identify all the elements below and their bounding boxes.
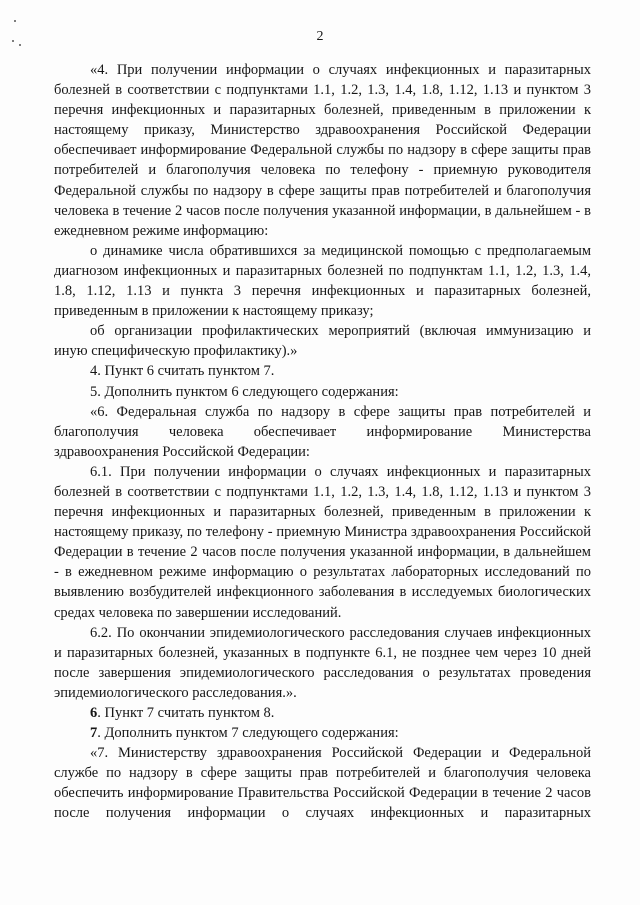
page-number: 2	[316, 29, 324, 44]
list-number: 6	[90, 705, 98, 721]
paragraph-text: . Дополнить пунктом 7 следующего содержания:	[97, 725, 399, 742]
paragraph-prophylaxis: об организации профилактических мероприятий (включая иммунизацию и иную специфическую профилактику).»	[54, 323, 591, 360]
paragraph-text: . Пункт 7 считать пунктом 8.	[97, 705, 275, 721]
paragraph-dynamics: о динамике числа обратившихся за медицинской помощью с предполагаемым диагнозом инфекционных и паразитарных болезней по подпунктам 1.1, 1.2, 1.3, 1.4, 1.8, 1.12, 1.13 и пункта 3 перечня инфекционных и паразитарных болезней, приведенным в приложении к настоящему приказу;	[54, 242, 591, 320]
paragraph-renumber-6-7: 4. Пункт 6 считать пунктом 7.	[90, 363, 275, 380]
paragraph-renumber-7-8	[54, 703, 591, 723]
paragraph-add-6: 5. Дополнить пунктом 6 следующего содержания:	[90, 383, 399, 400]
paragraph-item-6-2: 6.2. По окончании эпидемиологического расследования случаев инфекционных и паразитарных болезней, указанных в подпункте 6.1, не позднее чем через 10 дней после завершения эпидемиологического расследования о результатах проведения эпидемиологического расследования.».	[54, 624, 591, 701]
paragraph-item-6-1: 6.1. При получении информации о случаях инфекционных и паразитарных болезней в соответствии с подпунктами 1.1, 1.2, 1.3, 1.4, 1.8, 1.12, 1.13 и пунктом 3 перечня инфекционных и паразитарных болезней, приведенным в приложении к настоящему приказу, по телефону - приемную Министра здравоохранения Российской Федерации в течение 2 часов после получения указанной информации, в дальнейшем - в ежедневном режиме информацию о результатах лабораторных исследований по выявлению возбудителей инфекционного заболевания в исследуемых биологических средах человека по завершении исследований.	[54, 463, 591, 621]
paragraph-item-7: «7. Министерству здравоохранения Российской Федерации и Федеральной службе по надзору в сфере защиты прав потребителей и благополучия человека обеспечить информирование Правительства Российской Федерации в течение 2 часов после получения информации о случаях инфекционных и паразитарных	[54, 745, 591, 822]
document-body	[54, 60, 591, 824]
paragraph-item-6: «6. Федеральная служба по надзору в сфере защиты прав потребителей и благополучия человека обеспечивает информирование Министерства здравоохранения Российской Федерации:	[54, 403, 591, 460]
paragraph-item-4: «4. При получении информации о случаях инфекционных и паразитарных болезней в соответствии с подпунктами 1.1, 1.2, 1.3, 1.4, 1.8, 1.12, 1.13 и пунктом 3 перечня инфекционных и паразитарных болезней, приведенным в приложении к настоящему приказу, Министерство здравоохранения Российской Федерации обеспечивает информирование Федеральной службы по надзору в сфере защиты прав потребителей и благополучия человека по телефону - приемную руководителя Федеральной службы по надзору в сфере защиты прав потребителей и благополучия человека в течение 2 часов после получения указанной информации, в дальнейшем - в ежедневном режиме информацию:	[54, 62, 591, 239]
paragraph-add-7	[54, 723, 591, 743]
list-number: 7	[90, 725, 98, 742]
